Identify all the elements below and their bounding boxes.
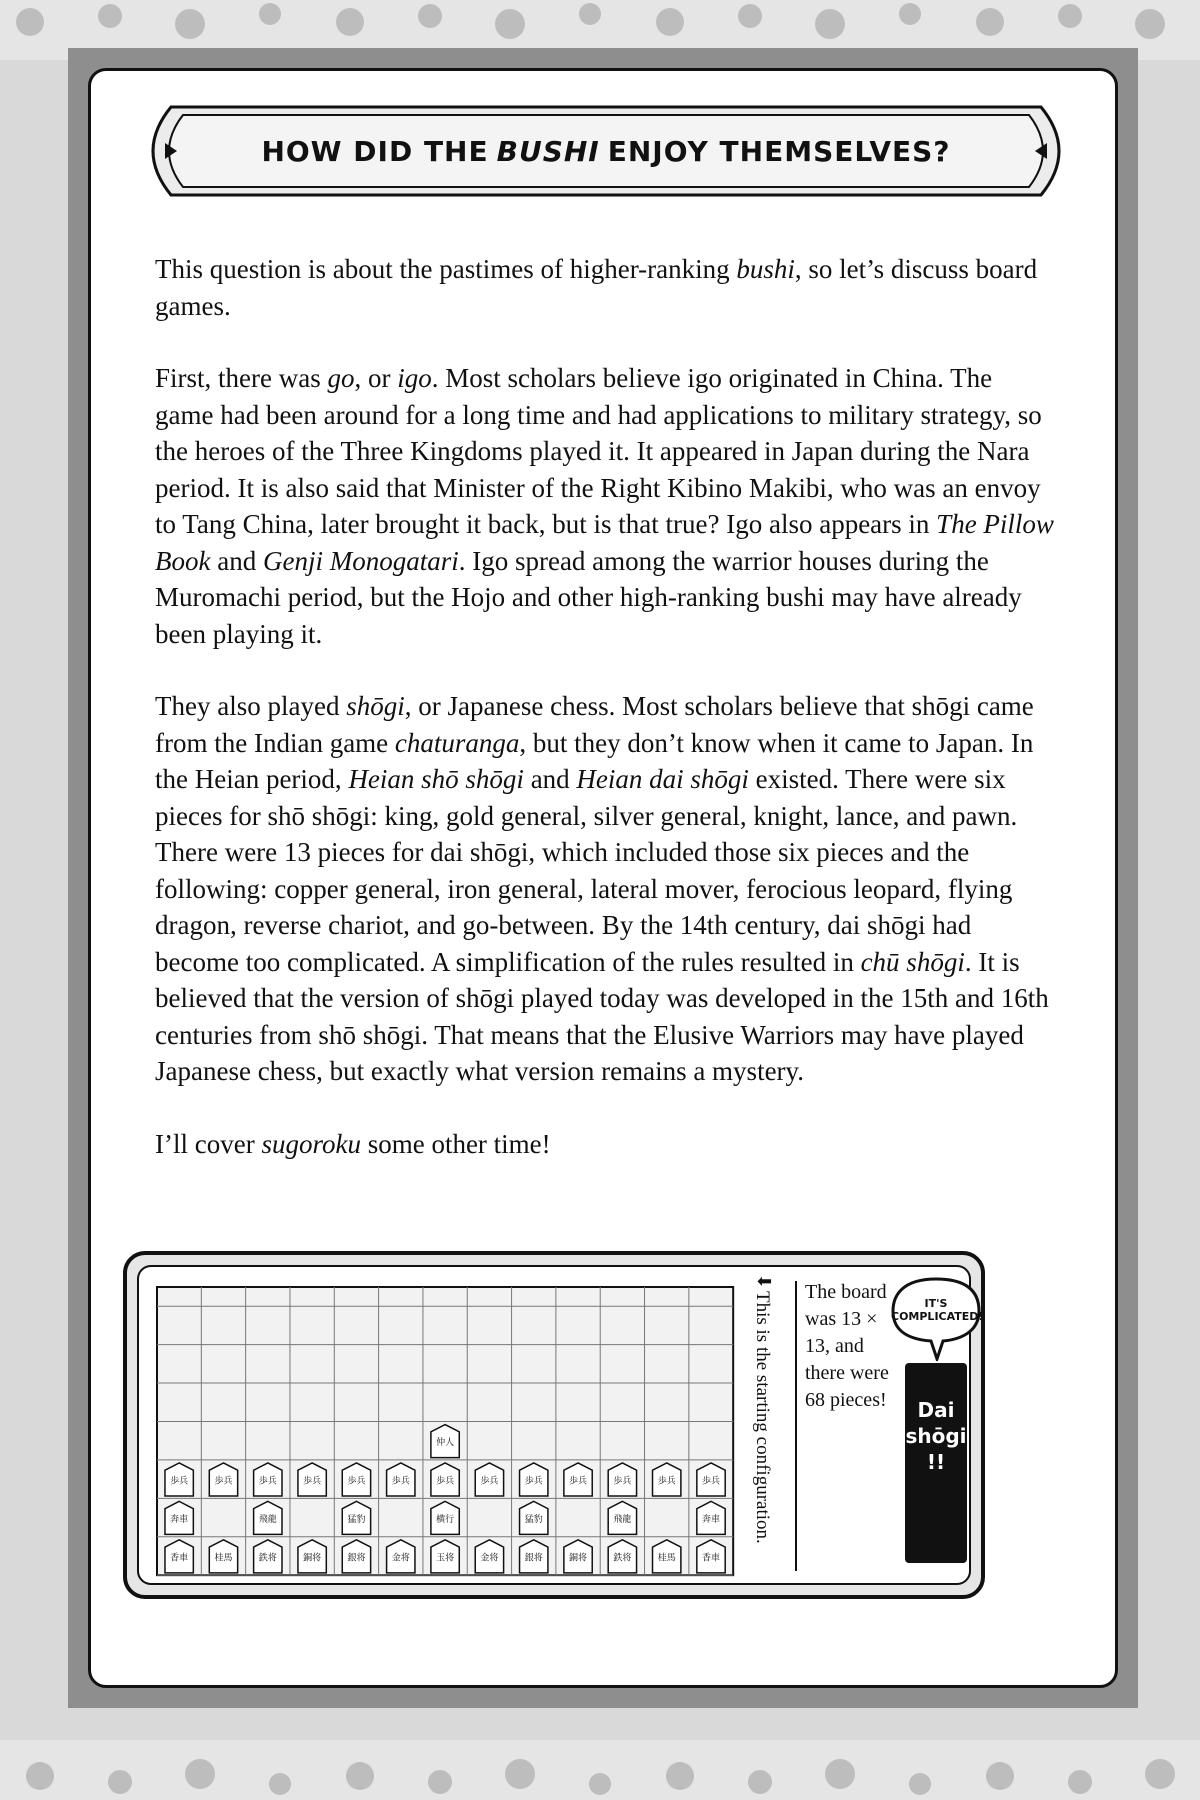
piece-label: 鉄将 bbox=[613, 1553, 632, 1564]
shogi-piece bbox=[697, 1501, 725, 1534]
shogi-piece bbox=[298, 1463, 326, 1496]
italic-term: sugoroku bbox=[261, 1128, 361, 1159]
shogi-piece bbox=[697, 1463, 725, 1496]
piece-label: 金将 bbox=[391, 1553, 410, 1564]
title-after: ENJOY THEMSELVES? bbox=[607, 134, 951, 168]
paragraph-4 bbox=[155, 1126, 1055, 1163]
piece-label: 猛豹 bbox=[524, 1514, 543, 1525]
piece-label: 猛豹 bbox=[347, 1514, 366, 1525]
shogi-piece bbox=[608, 1501, 636, 1534]
piece-label: 歩兵 bbox=[258, 1476, 277, 1487]
shogi-piece bbox=[564, 1463, 592, 1496]
text-run: , or bbox=[354, 363, 398, 393]
piece-label: 歩兵 bbox=[303, 1476, 322, 1487]
piece-label: 桂馬 bbox=[214, 1553, 233, 1564]
text-run: existed. There were six pieces for shō shōgi: king, gold general, silver general, knight, lance, and pawn. There were 13 pieces for dai shōgi, which included those six pieces and the following: copper general, iron general, lateral mover, ferocious leopard, flying dragon, reverse chariot, and go-between. By the 14th century, dai shōgi had become too complicated. A simplification of the rules resulted in bbox=[155, 764, 1018, 977]
piece-label: 歩兵 bbox=[480, 1476, 499, 1487]
text-run: I’ll cover bbox=[155, 1128, 262, 1159]
shogi-piece bbox=[431, 1425, 459, 1458]
shogi-piece bbox=[254, 1501, 282, 1534]
piece-label: 桂馬 bbox=[657, 1553, 676, 1564]
text-run: , so let’s discuss board games. bbox=[155, 254, 1038, 321]
piece-label: 歩兵 bbox=[214, 1476, 233, 1487]
title-banner bbox=[131, 101, 1081, 201]
italic-term: chū shōgi bbox=[860, 946, 965, 977]
piece-label: 歩兵 bbox=[657, 1476, 676, 1487]
shogi-piece bbox=[475, 1463, 503, 1496]
shogi-piece bbox=[342, 1540, 370, 1573]
board-caption: This is the starting configuration. bbox=[752, 1291, 773, 1544]
piece-label: 歩兵 bbox=[702, 1476, 721, 1487]
text-run: . Most scholars believe igo originated in China. The game had been around for a long time and had applications to military strategy, so the heroes of the Three Kingdoms played it. It appeared in Japan during the Nara period. It is also said that Minister of the Right Kibino Makibi, who was an envoy to Tang China, later brought it back, but is that true? Igo also appears in bbox=[155, 363, 1042, 539]
italic-term: shōgi bbox=[346, 691, 405, 721]
dai-shogi-illustration bbox=[123, 1251, 985, 1599]
shogi-piece bbox=[653, 1540, 681, 1573]
shogi-piece bbox=[387, 1463, 415, 1496]
shogi-piece bbox=[520, 1501, 548, 1534]
piece-label: 横行 bbox=[436, 1514, 455, 1525]
piece-label: 歩兵 bbox=[613, 1476, 632, 1487]
shogi-piece bbox=[254, 1540, 282, 1573]
shogi-piece bbox=[298, 1540, 326, 1573]
text-run: First, there was bbox=[155, 363, 328, 393]
shogi-piece bbox=[475, 1540, 503, 1573]
piece-label: 銅将 bbox=[569, 1553, 588, 1564]
text-run: . Igo spread among the warrior houses during the Muromachi period, but the Hojo and other high-ranking bushi may have already been playing it. bbox=[155, 545, 1022, 649]
text-run: and bbox=[210, 545, 263, 576]
text-run: and bbox=[523, 764, 577, 794]
shogi-piece bbox=[431, 1540, 459, 1573]
italic-term: Genji Monogatari bbox=[262, 545, 459, 576]
piece-label: 仲人 bbox=[436, 1438, 455, 1449]
shogi-piece bbox=[697, 1540, 725, 1573]
text-run: . It is believed that the version of shōgi played today was developed in the 15th and 16th centuries from shō shōgi. That means that the Elusive Warriors may have played Japanese chess, but exactly what version remains a mystery. bbox=[155, 946, 1049, 1086]
piece-label: 歩兵 bbox=[569, 1476, 588, 1487]
shogi-piece bbox=[431, 1501, 459, 1534]
title-emphasis: BUSHI bbox=[496, 134, 600, 168]
italic-term: igo bbox=[397, 363, 432, 393]
piece-label: 玉将 bbox=[436, 1553, 455, 1564]
piece-label: 歩兵 bbox=[524, 1476, 543, 1487]
italic-term: The Pillow Book bbox=[155, 509, 1054, 576]
piece-label: 銀将 bbox=[524, 1553, 543, 1564]
piece-label: 銅将 bbox=[303, 1553, 322, 1564]
plaque-text: Dai shōgi !! bbox=[905, 1398, 967, 1474]
italic-term: go bbox=[327, 363, 355, 393]
page-frame bbox=[68, 48, 1138, 1708]
piece-label: 歩兵 bbox=[391, 1476, 410, 1487]
text-run: , but they don’t know when it came to Japan. In the Heian period, bbox=[155, 727, 1034, 794]
arrow-left-icon: ⬅ bbox=[757, 1271, 773, 1291]
piece-label: 奔車 bbox=[702, 1514, 721, 1525]
title-before: HOW DID THE bbox=[261, 134, 489, 168]
piece-label: 飛龍 bbox=[258, 1514, 277, 1525]
text-run: They also played bbox=[155, 691, 347, 721]
piece-label: 飛龍 bbox=[613, 1514, 632, 1525]
shogi-piece bbox=[653, 1463, 681, 1496]
paragraph-1 bbox=[155, 251, 1055, 324]
piece-label: 香車 bbox=[702, 1553, 721, 1564]
piece-label: 金将 bbox=[480, 1553, 499, 1564]
shogi-piece bbox=[564, 1540, 592, 1573]
shogi-piece bbox=[165, 1463, 193, 1496]
bottom-ornament bbox=[0, 1740, 1200, 1800]
text-run: some other time! bbox=[360, 1128, 551, 1159]
piece-label: 歩兵 bbox=[436, 1476, 455, 1487]
paragraph-3 bbox=[155, 688, 1055, 1090]
piece-label: 歩兵 bbox=[347, 1476, 366, 1487]
italic-term: Heian shō shōgi bbox=[348, 764, 524, 794]
shogi-piece bbox=[254, 1463, 282, 1496]
piece-label: 歩兵 bbox=[170, 1476, 189, 1487]
italic-term: bushi bbox=[736, 254, 795, 284]
italic-term: chaturanga bbox=[394, 727, 520, 758]
shogi-piece bbox=[209, 1540, 237, 1573]
side-note: The board was 13 × 13, and there were 68 pieces! bbox=[805, 1281, 889, 1411]
shogi-piece bbox=[387, 1540, 415, 1573]
shogi-piece bbox=[165, 1540, 193, 1573]
shogi-piece bbox=[520, 1540, 548, 1573]
text-run: This question is about the pastimes of higher-ranking bbox=[155, 254, 737, 284]
shogi-piece bbox=[209, 1463, 237, 1496]
shogi-piece bbox=[520, 1463, 548, 1496]
shogi-piece bbox=[342, 1501, 370, 1534]
italic-term: Heian dai shōgi bbox=[576, 764, 749, 794]
divider-line bbox=[795, 1281, 797, 1571]
text-run: , or Japanese chess. Most scholars believe that shōgi came from the Indian game bbox=[155, 691, 1034, 758]
shogi-piece bbox=[165, 1501, 193, 1534]
illustration-inner bbox=[137, 1265, 984, 1585]
bubble-text: IT'S COMPLICATED! bbox=[891, 1297, 984, 1323]
page-title bbox=[131, 101, 1081, 201]
piece-label: 香車 bbox=[170, 1553, 189, 1564]
piece-label: 銀将 bbox=[347, 1553, 366, 1564]
paragraph-2 bbox=[155, 360, 1055, 652]
article-body bbox=[155, 251, 1055, 1198]
shogi-board bbox=[155, 1285, 737, 1577]
shogi-piece bbox=[608, 1540, 636, 1573]
shogi-piece bbox=[608, 1463, 636, 1496]
piece-label: 奔車 bbox=[170, 1514, 189, 1525]
shogi-piece bbox=[431, 1463, 459, 1496]
piece-label: 鉄将 bbox=[258, 1553, 277, 1564]
shogi-piece bbox=[342, 1463, 370, 1496]
content-panel bbox=[88, 68, 1118, 1688]
